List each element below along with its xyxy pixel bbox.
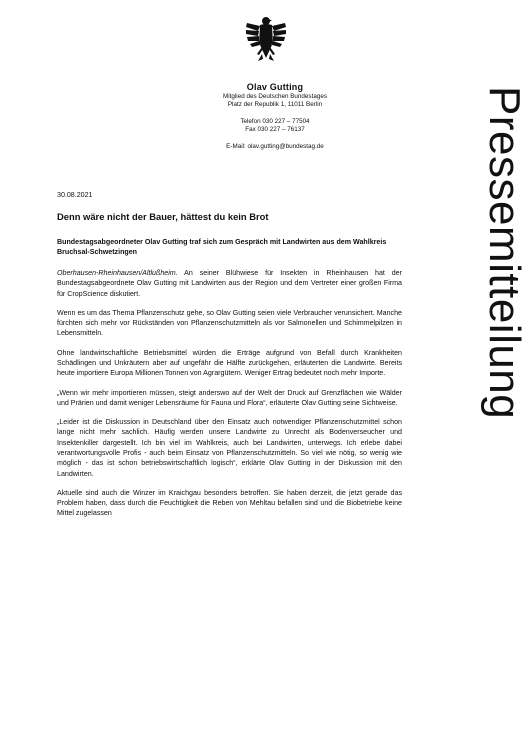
letterhead [180,82,370,151]
sender-email: E-Mail: olav.gutting@bundestag.de [226,142,324,150]
sender-phone: Telefon 030 227 – 77504 [240,117,310,125]
article-title: Denn wäre nicht der Bauer, hättest du kein Brot [57,211,269,223]
body-paragraph: „Wenn wir mehr importieren müssen, steigt anderswo auf der Welt der Druck auf Grenzflächen wie Wälder und Prärien und damit weniger Lebensräume für Fauna und Flora“, erläuterte Olav Gutting seine Sichtweise. [57,388,402,407]
sender-role: Mitglied des Deutschen Bundestages [223,93,327,101]
dateline-location: Oberhausen-Rheinhausen/Altlußheim. [57,269,178,278]
body-paragraph: Aktuelle sind auch die Winzer im Kraichgau besonders betroffen. Sie haben derzeit, die jetzt gerade das Problem haben, dass durch die Feuchtigkeit die Reben von Mehltau befallen sind und die Biobetriebe keine Mittel zugelassen [57,488,402,518]
body-paragraph: „Leider ist die Diskussion in Deutschland über den Einsatz auch notwendiger Pflanzenschutzmittel schon lange nicht mehr sachlich. Häufig werden unsere Landwirte zu Unrecht als Bodenverseucher und Insektenkiller dargestellt. Ich bin viel im Wahlkreis, auch bei Landwirten, unterwegs. Ich erlebe dabei verantwortungsvolle Profis - auch beim Einsatz von Pflanzenschutzmitteln. So viel wie nötig, so wenig wie möglich - das ist schon betriebswirtschaftlich logisch“, erklärte Olav Gutting in der Diskussion mit den Landwirten. [57,418,402,478]
sender-fax: Fax 030 227 – 76137 [245,125,305,133]
body-paragraph: Ohne landwirtschaftliche Betriebsmittel würden die Erträge aufgrund von Befall durch Krankheiten Schädlingen und Unkräutern aber auf ungefähr die Hälfte zurückgehen, erläuterten die Landwirte. Bereits heute importiere Europa Millionen Tonnen von Agrargütern. Weniger Ertrag bedeutet noch mehr Importe. [57,348,402,378]
lead-text: An seiner Blühwiese für Insekten in Rheinhausen hat der Bundestagsabgeordnete Olav Gutting mit Landwirten aus der Region und dem Vertreter einer großen Firma für CropScience diskutiert. [57,269,402,298]
lead-paragraph [57,268,402,299]
article-body [57,190,402,528]
pressemitteilung-side-label: Pressemitteilung [480,86,529,420]
body-paragraph: Wenn es um das Thema Pflanzenschutz gehe, so Olav Gutting seien viele Verbraucher verunsichert. Manche fürchten sich mehr vor Rückständen von Pflanzenschutzmitteln als vor Salmonellen und Schimmelpilzen in Lebensmitteln. [57,308,402,338]
federal-eagle-logo [244,14,288,66]
sender-address: Platz der Republik 1, 11011 Berlin [227,101,323,109]
release-date: 30.08.2021 [57,191,93,199]
article-subtitle: Bundestagsabgeordneter Olav Gutting traf sich zum Gespräch mit Landwirten aus dem Wahlkreis Bruchsal-Schwetzingen [57,237,387,256]
sender-name: Olav Gutting [246,82,304,92]
